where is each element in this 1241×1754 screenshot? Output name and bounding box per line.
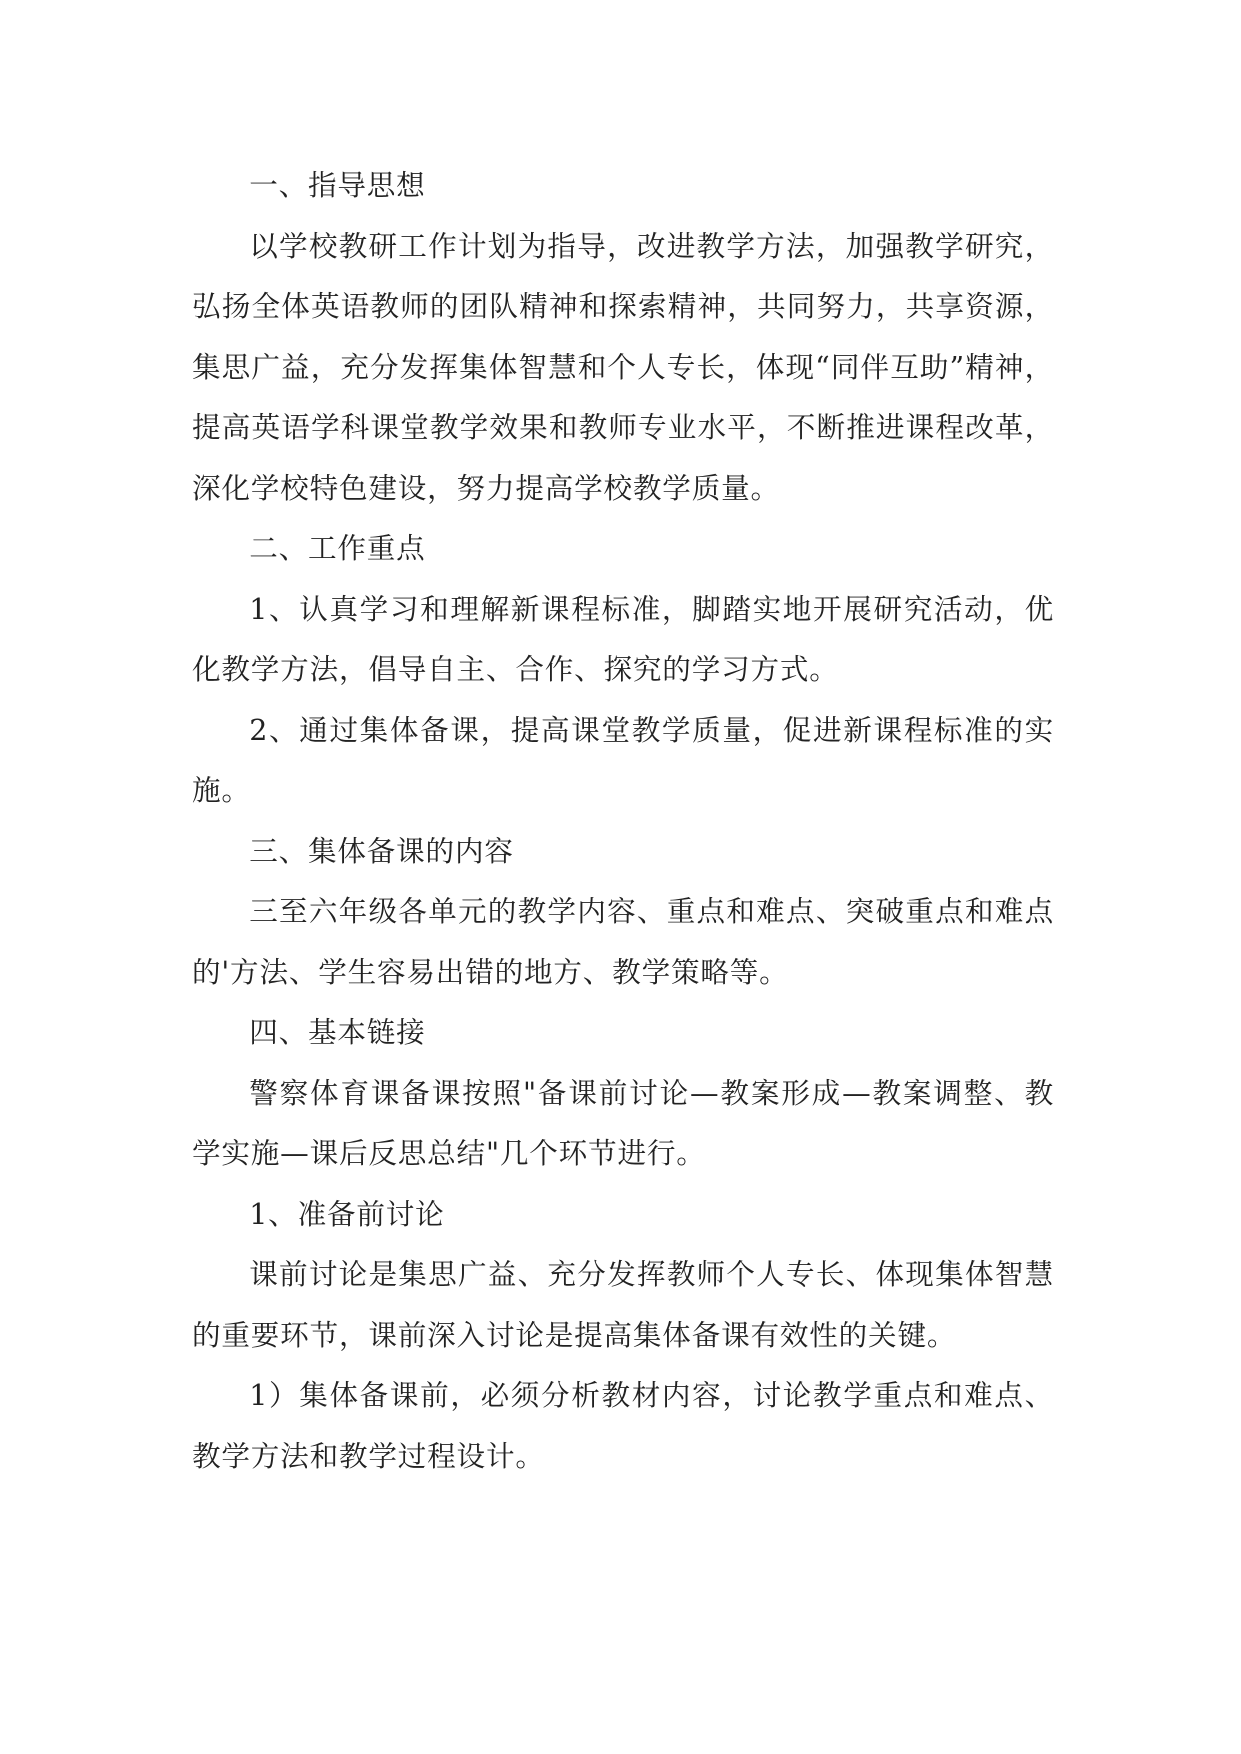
section-heading-guiding-ideology: 一、指导思想	[249, 168, 426, 202]
paragraph-work-focus-item-2: 2、通过集体备课，提高课堂教学质量，促进新课程标准的实施。	[192, 712, 1054, 807]
section-heading-work-focus: 二、工作重点	[249, 531, 426, 565]
section-heading-basic-links: 四、基本链接	[249, 1015, 426, 1049]
paragraph-work-focus-item-1: 1、认真学习和理解新课程标准，脚踏实地开展研究活动，优化教学方法，倡导自主、合作、探究的学习方式。	[192, 591, 1054, 686]
paragraph-pre-prep-item-1: 1）集体备课前，必须分析教材内容，讨论教学重点和难点、教学方法和教学过程设计。	[192, 1378, 1054, 1473]
paragraph-basic-links: 警察体育课备课按照"备课前讨论—教案形成—教案调整、教学实施—课后反思总结"几个环节进行。	[192, 1075, 1054, 1170]
paragraph-pre-prep-discussion: 课前讨论是集思广益、充分发挥教师个人专长、体现集体智慧的重要环节，课前深入讨论是提高集体备课有效性的关键。	[192, 1257, 1054, 1352]
subheading-pre-prep-discussion: 1、准备前讨论	[249, 1196, 445, 1231]
paragraph-guiding-ideology: 以学校教研工作计划为指导，改进教学方法，加强教学研究，弘扬全体英语教师的团队精神和探索精神，共同努力，共享资源，集思广益，充分发挥集体智慧和个人专长，体现“同伴互助”精神，提高英语学科课堂教学效果和教师专业水平，不断推进课程改革，深化学校特色建设，努力提高学校教学质量。	[192, 228, 1054, 505]
section-heading-lesson-prep-content: 三、集体备课的内容	[249, 833, 514, 868]
paragraph-lesson-prep-content: 三至六年级各单元的教学内容、重点和难点、突破重点和难点的'方法、学生容易出错的地方、教学策略等。	[192, 894, 1054, 989]
document-body	[192, 155, 1054, 1486]
